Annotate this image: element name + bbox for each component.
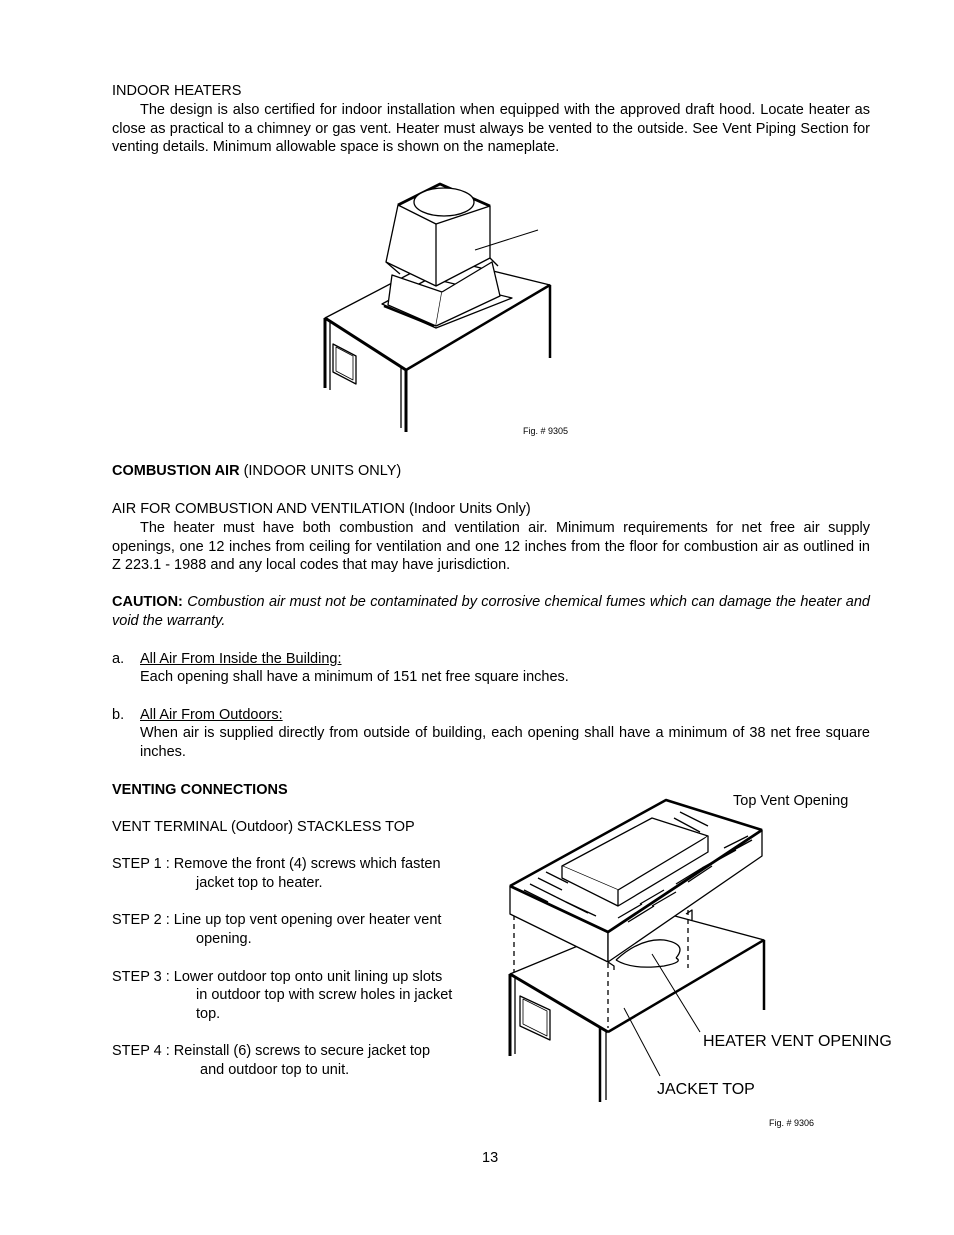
item-a-marker: a.	[112, 651, 125, 667]
step-3-line-1: STEP 3 : Lower outdoor top onto unit lining up slots	[112, 969, 443, 985]
figure-9306-label: Fig. # 9306	[769, 1118, 815, 1128]
step-3-line-2: in outdoor top with screw holes in jacket	[196, 987, 453, 1003]
step-2-line-2: opening.	[196, 931, 252, 947]
label-heater-vent-opening: HEATER VENT OPENING	[703, 1033, 892, 1050]
item-a-title: All Air From Inside the Building:	[140, 651, 342, 667]
indoor-heaters-heading: INDOOR HEATERS	[112, 83, 242, 99]
page-number: 13	[482, 1150, 499, 1166]
item-b-title: All Air From Outdoors:	[140, 707, 283, 723]
step-4-line-1: STEP 4 : Reinstall (6) screws to secure jacket top	[112, 1043, 431, 1059]
label-top-vent-opening: Top Vent Opening	[733, 793, 849, 809]
venting-connections-heading: VENTING CONNECTIONS	[112, 782, 288, 798]
item-b-marker: b.	[112, 707, 125, 723]
step-1-line-2: jacket top to heater.	[196, 875, 323, 891]
item-b-text: When air is supplied directly from outside of building, each opening shall have a minimum of 38 net free square inches.	[140, 725, 870, 760]
combustion-ventilation-subheading: AIR FOR COMBUSTION AND VENTILATION (Indoor Units Only)	[112, 501, 531, 517]
figure-9305-label: Fig. # 9305	[523, 426, 569, 436]
label-jacket-top: JACKET TOP	[657, 1081, 755, 1098]
step-3-line-3: top.	[196, 1006, 221, 1022]
item-a-text: Each opening shall have a minimum of 151 net free square inches.	[140, 669, 569, 685]
step-2-line-1: STEP 2 : Line up top vent opening over heater vent	[112, 912, 442, 928]
caution-paragraph: CAUTION: Combustion air must not be contaminated by corrosive chemical fumes which can damage the heater and void the warranty.	[112, 594, 870, 629]
combustion-body: The heater must have both combustion and ventilation air. Minimum requirements for net free air supply openings, one 12 inches from ceiling for ventilation and one 12 inches from the floor for combustion air as outlined in Z 223.1 - 1988 and any local codes that may have jurisdiction.	[112, 520, 870, 573]
indoor-heaters-body: The design is also certified for indoor installation when equipped with the approved draft hood. Locate heater as close as practical to a chimney or gas vent. Heater must always be vented to the outside. See Vent Piping Section for venting details. Minimum allowable space is shown on the nameplate.	[112, 102, 870, 155]
vent-terminal-subheading: VENT TERMINAL (Outdoor) STACKLESS TOP	[112, 819, 415, 835]
step-4-line-2: and outdoor top to unit.	[200, 1062, 350, 1078]
step-1-line-1: STEP 1 : Remove the front (4) screws which fasten	[112, 856, 441, 872]
combustion-air-heading: COMBUSTION AIR (INDOOR UNITS ONLY)	[112, 463, 402, 479]
